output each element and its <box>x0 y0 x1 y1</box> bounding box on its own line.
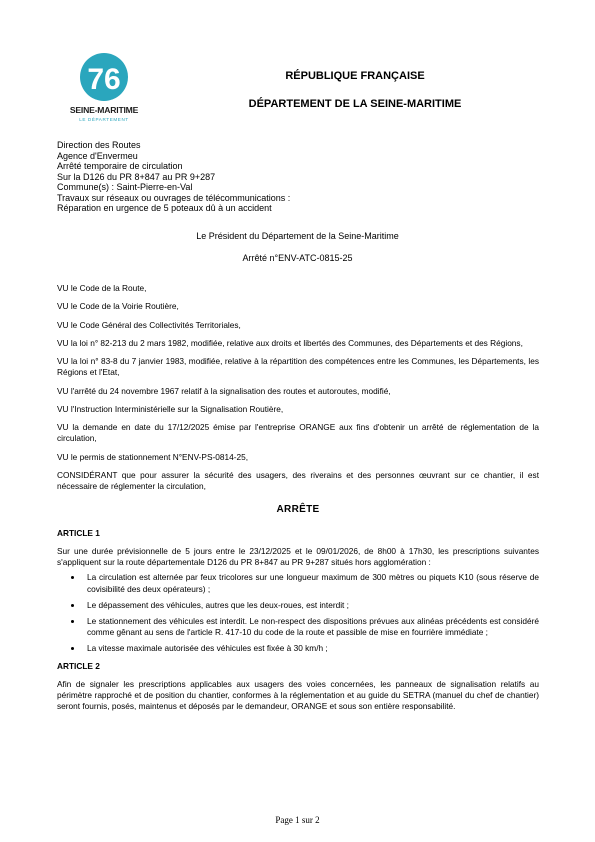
info-line: Réparation en urgence de 5 poteaux dû à un accident <box>57 203 272 213</box>
logo-number: 76 <box>87 63 121 96</box>
arrete-number: Arrêté n°ENV-ATC-0815-25 <box>242 253 353 263</box>
document-body <box>57 283 539 716</box>
header-republique: RÉPUBLIQUE FRANÇAISE <box>285 70 425 82</box>
vu-line: VU le Code de la Route, <box>57 283 147 293</box>
article-2-text: Afin de signaler les prescriptions applicables aux usagers des voies concernées, les panneaux de signalisation relatifs au périmètre rapproché et de position du chantier, conformes à la réglementation et au guide du SETRA (manuel du chef de chantier) seront fournis, posés, maintenus et déposés par le demandeur, ORANGE et sous son entière responsabilité. <box>57 678 539 712</box>
list-item: • La vitesse maximale autorisée des véhicules est fixée à 30 km/h ; <box>83 643 539 654</box>
vu-line: VU l'arrêté du 24 novembre 1967 relatif à la signalisation des routes et autoroutes, modifié, <box>57 385 391 396</box>
info-line: Commune(s) : Saint-Pierre-en-Val <box>57 182 193 192</box>
info-line: Direction des Routes <box>57 140 141 150</box>
info-line: Agence d'Envermeu <box>57 150 138 161</box>
header-departement: DÉPARTEMENT DE LA SEINE-MARITIME <box>248 98 462 110</box>
info-line: Arrêté temporaire de circulation <box>57 161 183 171</box>
article-1-intro: Sur une durée prévisionnelle de 5 jours entre le 23/12/2025 et le 09/01/2026, de 8h00 à 17h30, les prescriptions suivantes s'appliquent sur la route départementale D126 du PR 8+847 au PR 9+287 situés hors agglomération : <box>57 545 539 568</box>
article-1-bullets <box>57 572 539 654</box>
list-item: • Le stationnement des véhicules est interdit. Le non-respect des dispositions prévues aux alinéas précédents est considéré comme gênant au sens de l'article R. 417-10 du code de la route et passible de mise en fourrière immédiate ; <box>83 616 539 638</box>
list-item: • Le dépassement des véhicules, autres que les deux-roues, est interdit ; <box>83 600 539 611</box>
info-line: Travaux sur réseaux ou ouvrages de télécommunications : <box>57 192 291 203</box>
logo-subtitle: LE DÉPARTEMENT <box>79 117 129 122</box>
department-logo <box>62 52 146 132</box>
info-block <box>57 140 290 214</box>
page-number: Page 1 sur 2 <box>275 815 320 825</box>
info-line: Sur la D126 du PR 8+847 au PR 9+287 <box>57 171 216 182</box>
logo-name: SEINE-MARITIME <box>69 105 139 115</box>
article-1-title: ARTICLE 1 <box>57 527 100 538</box>
vu-line: VU le permis de stationnement N°ENV-PS-0814-25, <box>57 451 249 462</box>
vu-line: VU l'Instruction Interministérielle sur la Signalisation Routière, <box>57 403 284 414</box>
vu-line: VU la loi n° 83-8 du 7 janvier 1983, modifiée, relative à la répartition des compétences entre les Communes, les Départements, les Régions et l'Etat, <box>57 356 539 378</box>
vu-line: VU la demande en date du 17/12/2025 émise par l'entreprise ORANGE aux fins d'obtenir un arrêté de réglementation de la circulation, <box>57 422 539 444</box>
president-line: Le Président du Département de la Seine-Maritime <box>196 231 399 241</box>
article-2-title: ARTICLE 2 <box>57 660 100 671</box>
list-item: • La circulation est alternée par feux tricolores sur une longueur maximum de 300 mètres ou piquets K10 (sous réserve de covisibilité des deux opérateurs) ; <box>83 572 539 594</box>
vu-line: VU la loi n° 82-213 du 2 mars 1982, modifiée, relative aux droits et libertés des Communes, des Départements et des Régions, <box>57 337 523 348</box>
arrete-title: ARRÊTE <box>276 504 320 516</box>
vu-line: VU le Code de la Voirie Routière, <box>57 301 179 312</box>
logo-circle-icon <box>62 52 146 104</box>
considerant-line: CONSIDÉRANT que pour assurer la sécurité des usagers, des riverains et des personnes œuvrant sur ce chantier, il est nécessaire de réglementer la circulation, <box>57 470 539 492</box>
vu-line: VU le Code Général des Collectivités Territoriales, <box>57 319 241 330</box>
